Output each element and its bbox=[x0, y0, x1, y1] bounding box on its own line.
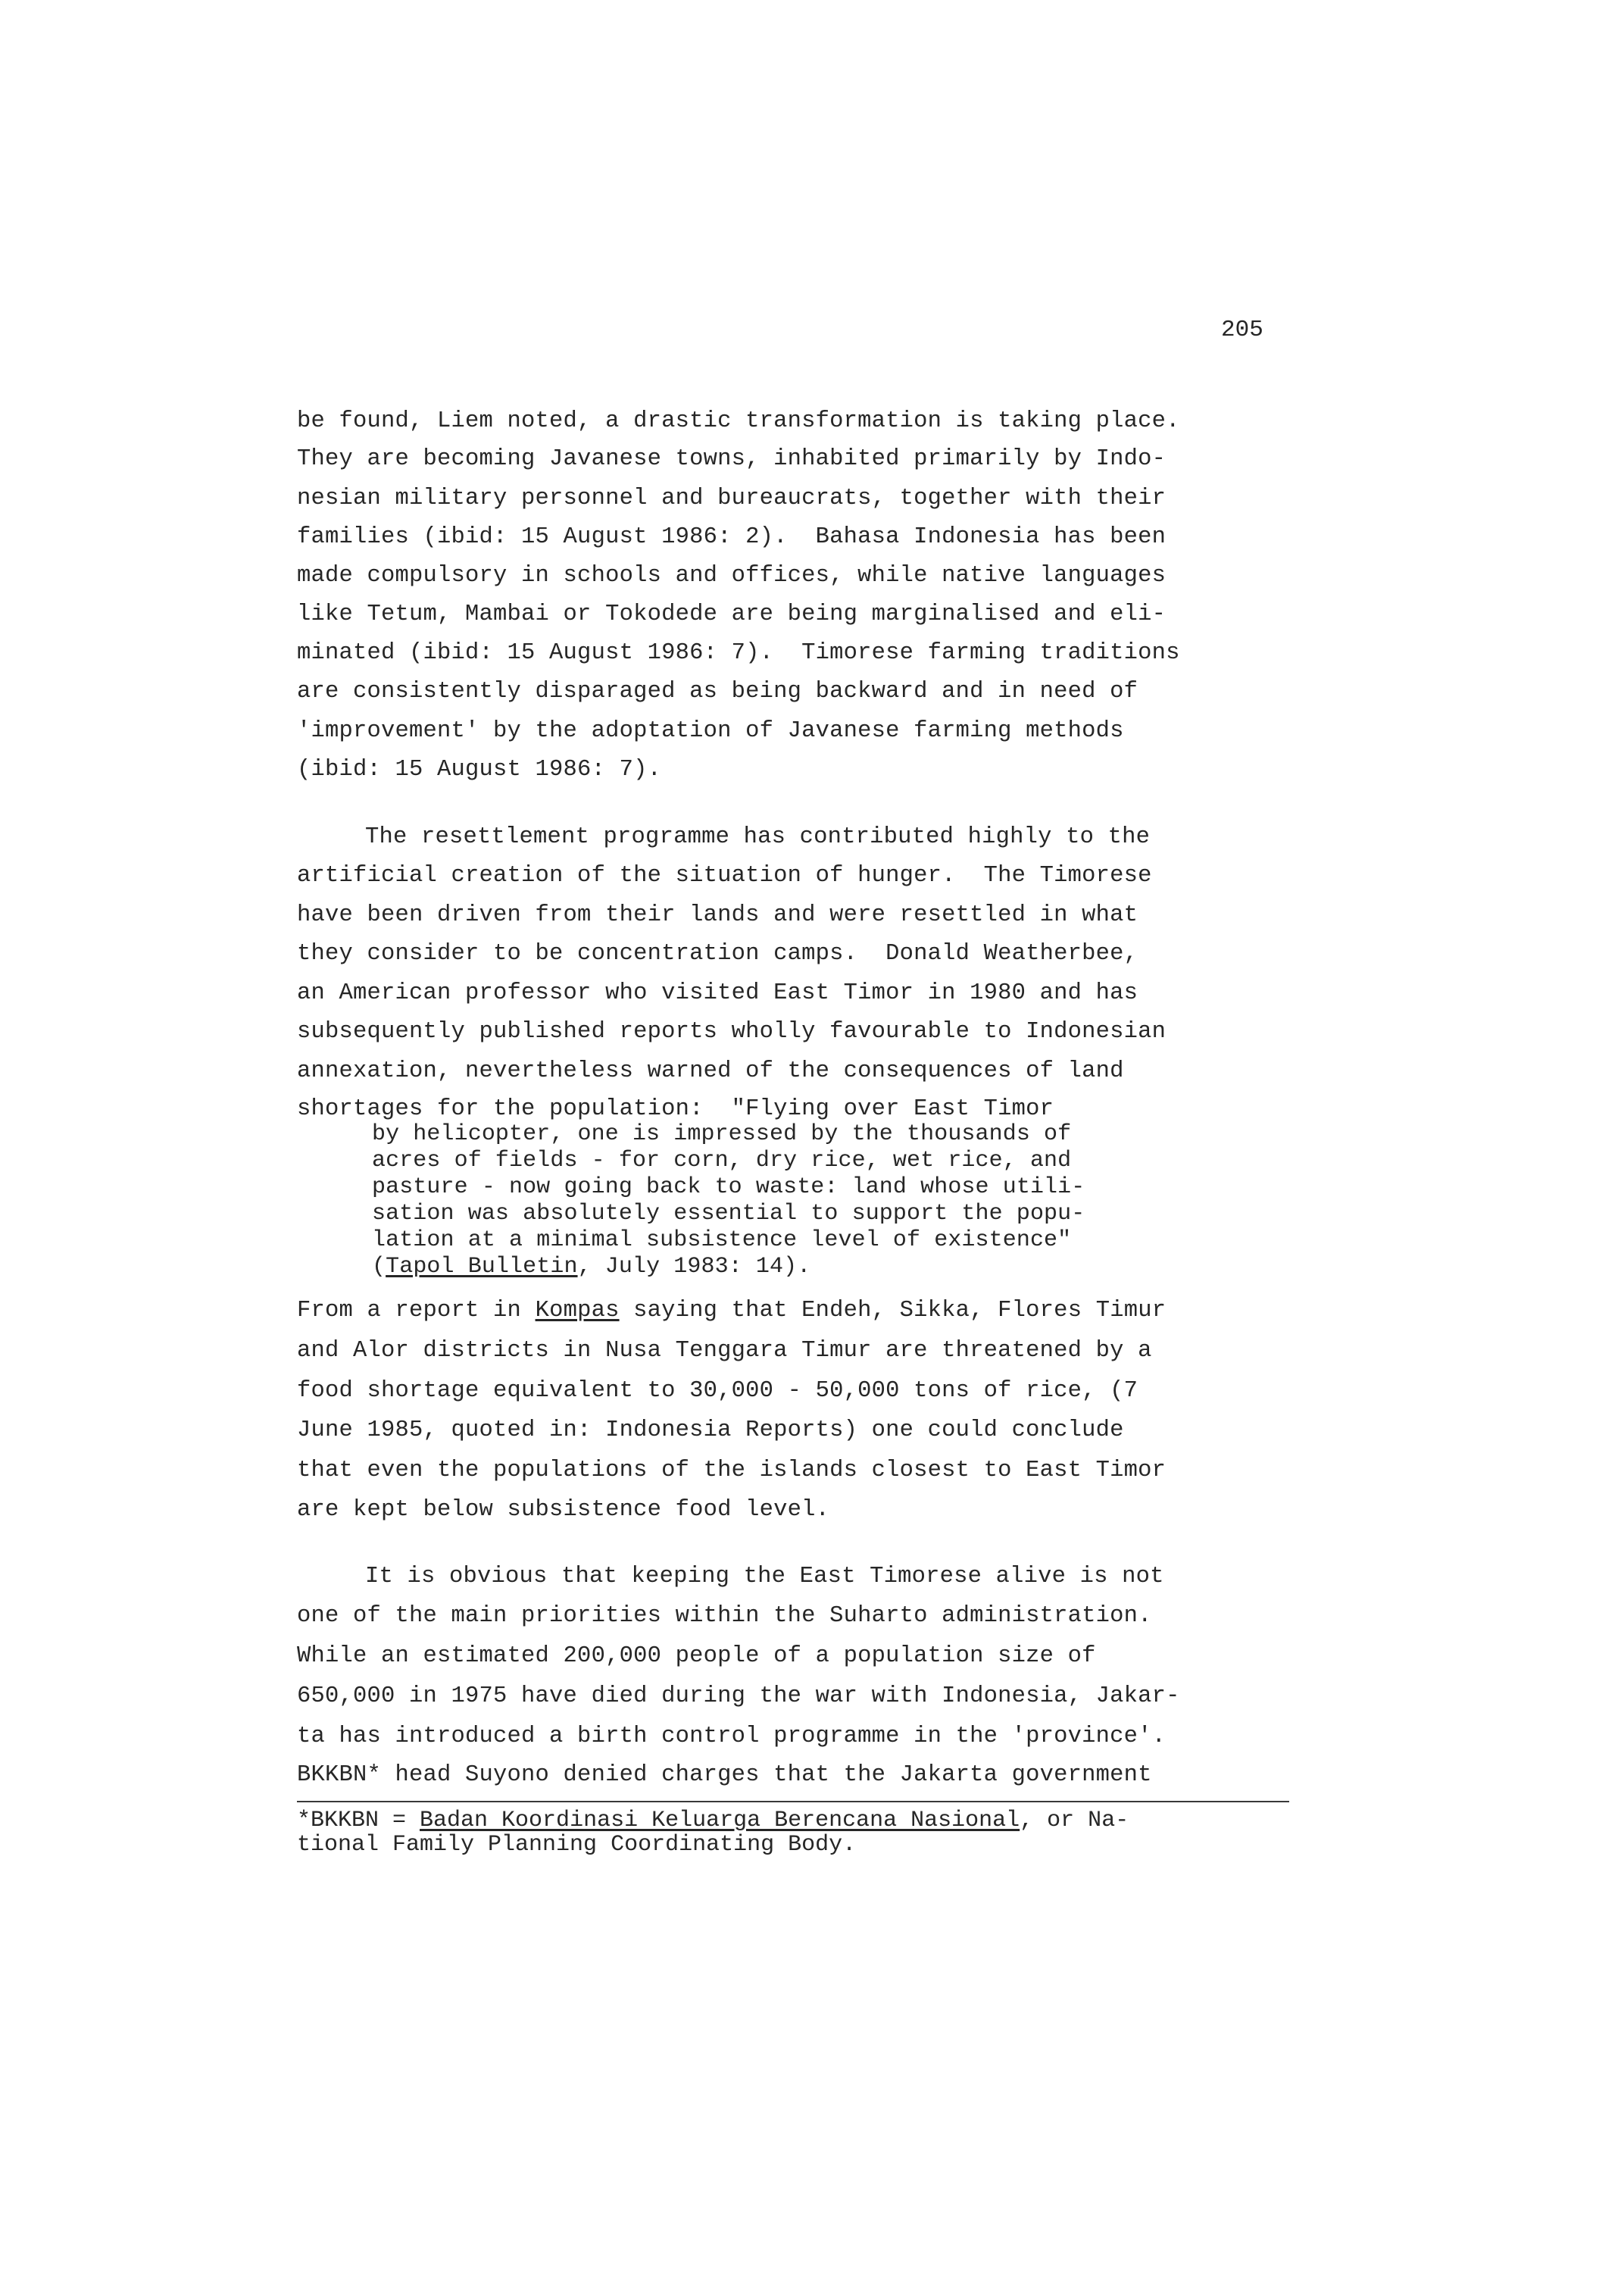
paragraph-3-text: From a report in bbox=[297, 1298, 536, 1324]
paragraph-1-line: be found, Liem noted, a drastic transformation is taking place. bbox=[297, 408, 1180, 434]
paragraph-1-line: nesian military personnel and bureaucrats, together with their bbox=[297, 486, 1166, 511]
paragraph-2-line: subsequently published reports wholly favourable to Indonesian bbox=[297, 1019, 1166, 1045]
block-quote-line: lation at a minimal subsistence level of existence" bbox=[372, 1227, 1072, 1253]
paragraph-1-line: made compulsory in schools and offices, while native languages bbox=[297, 563, 1166, 589]
page-number: 205 bbox=[1221, 317, 1263, 343]
paragraph-3-line bbox=[297, 1296, 1166, 1326]
paragraph-1-line: like Tetum, Mambai or Tokodede are being marginalised and eli- bbox=[297, 602, 1166, 627]
paragraph-2-line: The resettlement programme has contributed highly to the bbox=[365, 824, 1151, 850]
block-quote-line: pasture - now going back to waste: land whose utili- bbox=[372, 1174, 1085, 1200]
paragraph-4-line: It is obvious that keeping the East Timorese alive is not bbox=[365, 1564, 1164, 1589]
paragraph-2-line: annexation, nevertheless warned of the consequences of land bbox=[297, 1058, 1124, 1084]
footnote-text: , or Na- bbox=[1020, 1808, 1129, 1833]
paragraph-2-line: they consider to be concentration camps. Donald Weatherbee, bbox=[297, 941, 1138, 967]
paragraph-2-line: have been driven from their lands and were resettled in what bbox=[297, 902, 1138, 928]
paragraph-1-line: They are becoming Javanese towns, inhabited primarily by Indo- bbox=[297, 446, 1166, 472]
paragraph-3-line: are kept below subsistence food level. bbox=[297, 1497, 830, 1523]
paragraph-4-line: one of the main priorities within the Suharto administration. bbox=[297, 1603, 1152, 1629]
paragraph-1-line: minated (ibid: 15 August 1986: 7). Timorese farming traditions bbox=[297, 640, 1180, 666]
paragraph-1-line: (ibid: 15 August 1986: 7). bbox=[297, 757, 662, 783]
paragraph-3-line: that even the populations of the islands closest to East Timor bbox=[297, 1458, 1166, 1483]
paragraph-1-line: 'improvement' by the adoptation of Javanese farming methods bbox=[297, 718, 1124, 744]
newspaper-title: Kompas bbox=[535, 1298, 620, 1324]
footnote-line: tional Family Planning Coordinating Body. bbox=[297, 1832, 857, 1858]
citation-open: ( bbox=[372, 1254, 386, 1280]
citation-rest: , July 1983: 14). bbox=[577, 1254, 811, 1280]
paragraph-3-text: saying that Endeh, Sikka, Flores Timur bbox=[619, 1298, 1166, 1324]
paragraph-4-line: 650,000 in 1975 have died during the war with Indonesia, Jakar- bbox=[297, 1683, 1180, 1709]
footnote-rule bbox=[297, 1801, 1289, 1802]
citation-title: Tapol Bulletin bbox=[386, 1254, 578, 1280]
paragraph-1-line: are consistently disparaged as being backward and in need of bbox=[297, 679, 1138, 705]
block-quote-line: acres of fields - for corn, dry rice, wet rice, and bbox=[372, 1148, 1072, 1174]
paragraph-3-line: June 1985, quoted in: Indonesia Reports) one could conclude bbox=[297, 1417, 1124, 1443]
paragraph-2-line: artificial creation of the situation of hunger. The Timorese bbox=[297, 863, 1152, 889]
block-quote-citation bbox=[372, 1254, 810, 1280]
paragraph-4-line: While an estimated 200,000 people of a population size of bbox=[297, 1643, 1096, 1669]
paragraph-4-line: ta has introduced a birth control programme in the 'province'. bbox=[297, 1724, 1166, 1749]
footnote-line bbox=[297, 1808, 1129, 1833]
footnote-title: Badan Koordinasi Keluarga Berencana Nasional bbox=[420, 1808, 1020, 1833]
paragraph-4-line: BKKBN* head Suyono denied charges that the Jakarta government bbox=[297, 1762, 1152, 1788]
block-quote-line: by helicopter, one is impressed by the thousands of bbox=[372, 1121, 1072, 1147]
paragraph-3-line: and Alor districts in Nusa Tenggara Timur are threatened by a bbox=[297, 1338, 1152, 1364]
paragraph-2-line: an American professor who visited East Timor in 1980 and has bbox=[297, 980, 1138, 1006]
paragraph-1-line: families (ibid: 15 August 1986: 2). Bahasa Indonesia has been bbox=[297, 524, 1166, 550]
block-quote-line: sation was absolutely essential to support the popu- bbox=[372, 1201, 1085, 1227]
paragraph-3-line: food shortage equivalent to 30,000 - 50,000 tons of rice, (7 bbox=[297, 1378, 1138, 1404]
paragraph-2-line: shortages for the population: "Flying over East Timor bbox=[297, 1096, 1054, 1122]
footnote-text: *BKKBN = bbox=[297, 1808, 420, 1833]
